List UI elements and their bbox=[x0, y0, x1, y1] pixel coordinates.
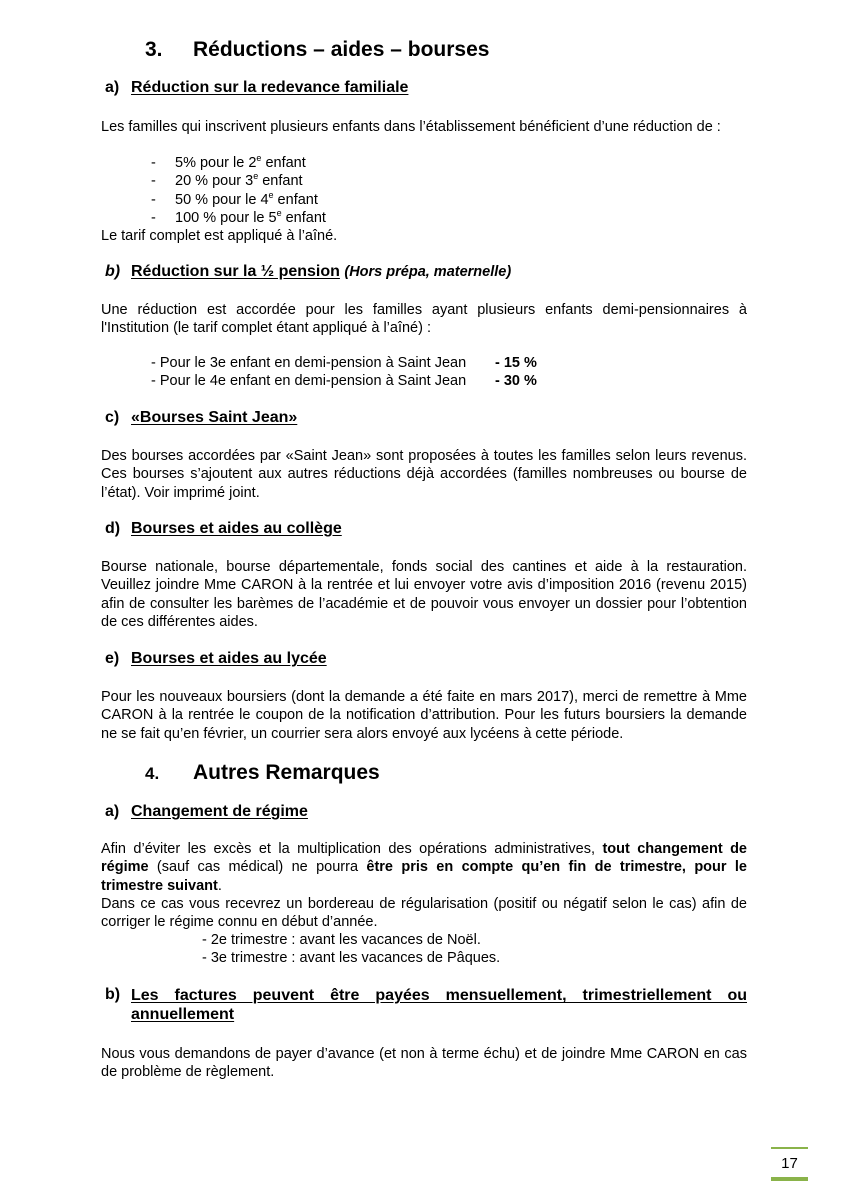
reduction-value: - 15 % bbox=[495, 355, 537, 371]
subsection-heading-3d bbox=[105, 520, 342, 538]
list-item: - 5% pour le 2e enfant bbox=[151, 153, 306, 171]
list-bullet: - bbox=[151, 155, 156, 171]
reduction-list bbox=[151, 154, 326, 228]
list-item: - 2e trimestre : avant les vacances de Noël. bbox=[202, 932, 481, 948]
list-item: - 20 % pour 3e enfant bbox=[151, 171, 303, 190]
subsection-heading-3e bbox=[105, 650, 327, 668]
subsection-title: Bourses et aides au collège bbox=[131, 520, 342, 537]
paragraph-3b-intro: Une réduction est accordée pour les familles ayant plusieurs enfants demi-pensionnaires à l'Institution (le tarif complet étant appliqué à l’aîné) : bbox=[101, 302, 747, 337]
subsection-title: Les factures peuvent être payées mensuellement, trimestriellement ou annuellement bbox=[131, 987, 747, 1023]
subsection-heading-4b bbox=[105, 986, 747, 1024]
section-3-heading bbox=[145, 38, 489, 62]
paragraph-4b: Nous vous demandons de payer d’avance (et non à terme échu) et de joindre Mme CARON en cas de problème de règlement. bbox=[101, 1046, 747, 1081]
list-bullet: - bbox=[151, 173, 156, 190]
page-number-bottom-rule bbox=[771, 1177, 808, 1181]
subsection-heading-3a bbox=[105, 79, 408, 97]
page-number: 17 bbox=[781, 1155, 798, 1172]
paragraph-4a-rule: Afin d’éviter les excès et la multiplication des opérations administratives, tout changement de régime (sauf cas médical) ne pourra être pris en compte qu’en fin de trimestre, pour le trimestre suivant. bbox=[101, 841, 747, 894]
subsection-letter: a) bbox=[105, 79, 120, 96]
list-item: - Pour le 4e enfant en demi-pension à Saint Jean - 30 % bbox=[151, 373, 537, 390]
paragraph-3e: Pour les nouveaux boursiers (dont la demande a été faite en mars 2017), merci de remettre à Mme CARON à la rentrée le coupon de la notification d’attribution. Pour les futurs boursiers la demande ne se fait qu’en février, un courrier sera alors envoyé aux lycéens à cette période. bbox=[101, 689, 747, 742]
subsection-letter: a) bbox=[105, 803, 120, 820]
subsection-note: (Hors prépa, maternelle) bbox=[344, 264, 512, 280]
subsection-title: Réduction sur la redevance familiale bbox=[131, 79, 409, 96]
subsection-letter: c) bbox=[105, 409, 120, 426]
trimester-list bbox=[202, 931, 500, 968]
subsection-letter: b) bbox=[105, 263, 121, 280]
list-bullet: - bbox=[151, 191, 156, 208]
paragraph-3d: Bourse nationale, bourse départementale, fonds social des cantines et aide à la restauration. Veuillez joindre Mme CARON à la rentrée et lui envoyer votre avis d’imposition 2016 (revenu 2015) afin de consulter les barèmes de l’académie et de pouvoir vous envoyer un dossier pour l’obtention de ces différentes aides. bbox=[101, 559, 747, 631]
subsection-heading-3c bbox=[105, 409, 297, 427]
list-item: - 50 % pour le 4e enfant bbox=[151, 189, 318, 208]
paragraph-3c: Des bourses accordées par «Saint Jean» sont proposées à toutes les familles selon leurs revenus. Ces bourses s’ajoutent aux autres réductions déjà accordées (familles nombreuses ou bourse de l’état). Voir imprimé joint. bbox=[101, 448, 747, 501]
subsection-letter: d) bbox=[105, 520, 121, 537]
subsection-title: Bourses et aides au lycée bbox=[131, 650, 327, 667]
subsection-letter: e) bbox=[105, 650, 120, 667]
paragraph-3a-intro: Les familles qui inscrivent plusieurs enfants dans l’établissement bénéficient d’une réduction de : bbox=[101, 119, 721, 135]
subsection-letter: b) bbox=[105, 986, 121, 1003]
subsection-title: Réduction sur la ½ pension bbox=[131, 263, 340, 280]
section-title: Autres Remarques bbox=[193, 761, 380, 784]
reduction-value: - 30 % bbox=[495, 373, 537, 390]
section-4-heading bbox=[145, 761, 380, 785]
section-number: 3. bbox=[145, 38, 163, 61]
list-bullet: - bbox=[151, 210, 156, 227]
paragraph-3a-outro: Le tarif complet est appliqué à l’aîné. bbox=[101, 228, 338, 244]
page-number-box bbox=[771, 1147, 808, 1181]
list-item: - 100 % pour le 5e enfant bbox=[151, 208, 326, 227]
section-title: Réductions – aides – bourses bbox=[193, 38, 490, 61]
subsection-title: Changement de régime bbox=[131, 803, 308, 820]
list-item: - Pour le 3e enfant en demi-pension à Saint Jean - 15 % bbox=[151, 355, 537, 371]
paragraph-4a-regularisation: Dans ce cas vous recevrez un bordereau de régularisation (positif ou négatif selon le cas) afin de corriger le régime connu en début d’année. bbox=[101, 896, 747, 931]
subsection-heading-3b bbox=[105, 263, 511, 281]
half-board-reduction-list bbox=[151, 354, 537, 391]
subsection-heading-4a bbox=[105, 803, 308, 821]
list-item: - 3e trimestre : avant les vacances de Pâques. bbox=[202, 950, 501, 967]
section-number: 4. bbox=[145, 764, 160, 783]
subsection-title: «Bourses Saint Jean» bbox=[131, 409, 298, 426]
